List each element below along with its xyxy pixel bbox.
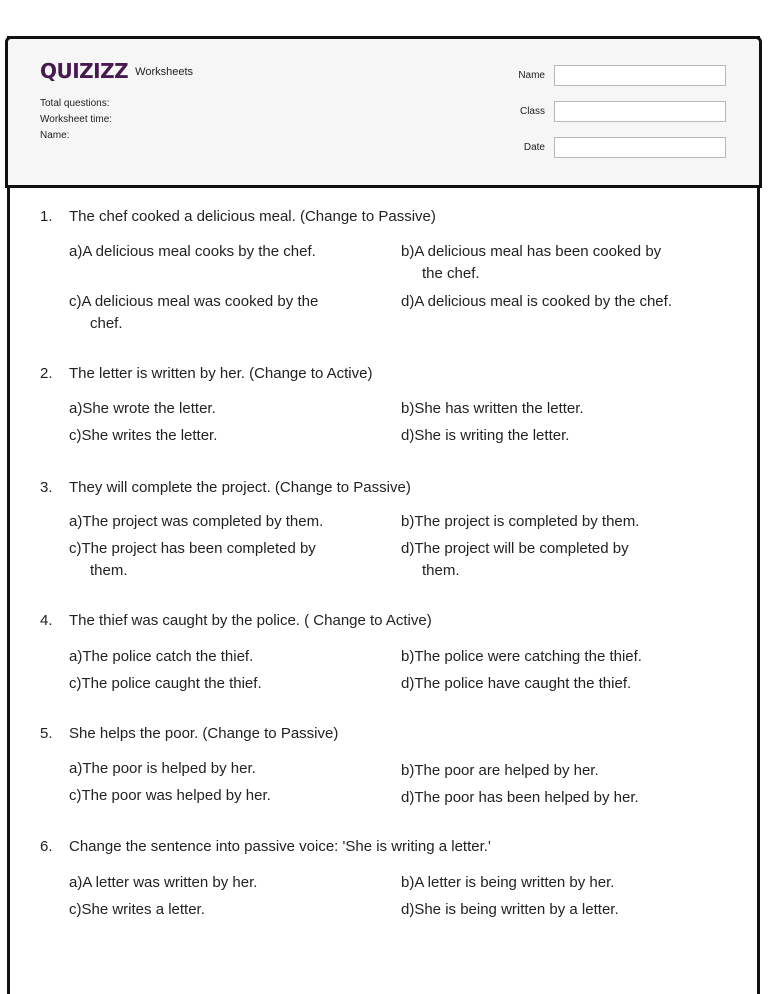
class-field[interactable] (554, 101, 726, 122)
quizizz-logo: QUIZIZZ (40, 59, 129, 83)
worksheet-header (5, 36, 762, 188)
brand (40, 61, 193, 81)
option-c[interactable]: c)A delicious meal was cooked by the chef. (69, 293, 319, 332)
option-b[interactable]: b)The poor are helped by her. (401, 762, 599, 779)
question-text: The thief was caught by the police. ( Change to Active) (69, 612, 432, 629)
date-field[interactable] (554, 137, 726, 158)
student-name-label: Name: (40, 130, 70, 141)
option-b[interactable]: b)The police were catching the thief. (401, 648, 642, 665)
option-c[interactable]: c)She writes a letter. (69, 901, 205, 918)
option-d[interactable]: d)A delicious meal is cooked by the chef. (401, 293, 672, 310)
question-number: 1. (40, 208, 53, 225)
option-a[interactable]: a)A delicious meal cooks by the chef. (69, 243, 316, 260)
option-d[interactable]: d)The project will be completed by them. (401, 540, 629, 579)
question-number: 3. (40, 479, 53, 496)
option-b[interactable]: b)She has written the letter. (401, 400, 584, 417)
option-a[interactable]: a)A letter was written by her. (69, 874, 258, 891)
option-d[interactable]: d)She is writing the letter. (401, 427, 570, 444)
question-number: 4. (40, 612, 53, 629)
question-number: 2. (40, 365, 53, 382)
name-field[interactable] (554, 65, 726, 86)
question-number: 5. (40, 725, 53, 742)
option-a[interactable]: a)The project was completed by them. (69, 513, 324, 530)
question-text: They will complete the project. (Change to Passive) (69, 479, 411, 496)
total-questions-label: Total questions: (40, 98, 110, 109)
option-a[interactable]: a)She wrote the letter. (69, 400, 216, 417)
name-field-label: Name (518, 70, 545, 81)
option-b[interactable]: b)A delicious meal has been cooked by the chef. (401, 243, 662, 282)
option-a[interactable]: a)The police catch the thief. (69, 648, 254, 665)
question-text: She helps the poor. (Change to Passive) (69, 725, 339, 742)
option-b[interactable]: b)A letter is being written by her. (401, 874, 615, 891)
class-field-label: Class (519, 106, 545, 117)
option-c[interactable]: c)She writes the letter. (69, 427, 218, 444)
date-field-label: Date (523, 142, 545, 153)
question-text: Change the sentence into passive voice: 'She is writing a letter.' (69, 838, 491, 855)
option-a[interactable]: a)The poor is helped by her. (69, 760, 256, 777)
logo-subtitle: Worksheets (135, 66, 194, 78)
option-c[interactable]: c)The police caught the thief. (69, 675, 262, 692)
question-text: The letter is written by her. (Change to Active) (69, 365, 373, 382)
option-b[interactable]: b)The project is completed by them. (401, 513, 640, 530)
option-d[interactable]: d)She is being written by a letter. (401, 901, 619, 918)
question-number: 6. (40, 838, 53, 855)
option-d[interactable]: d)The poor has been helped by her. (401, 789, 639, 806)
worksheet-time-label: Worksheet time: (40, 114, 113, 125)
question-text: The chef cooked a delicious meal. (Change to Passive) (69, 208, 436, 225)
option-c[interactable]: c)The project has been completed by them. (69, 540, 316, 579)
option-c[interactable]: c)The poor was helped by her. (69, 787, 271, 804)
option-d[interactable]: d)The police have caught the thief. (401, 675, 632, 692)
